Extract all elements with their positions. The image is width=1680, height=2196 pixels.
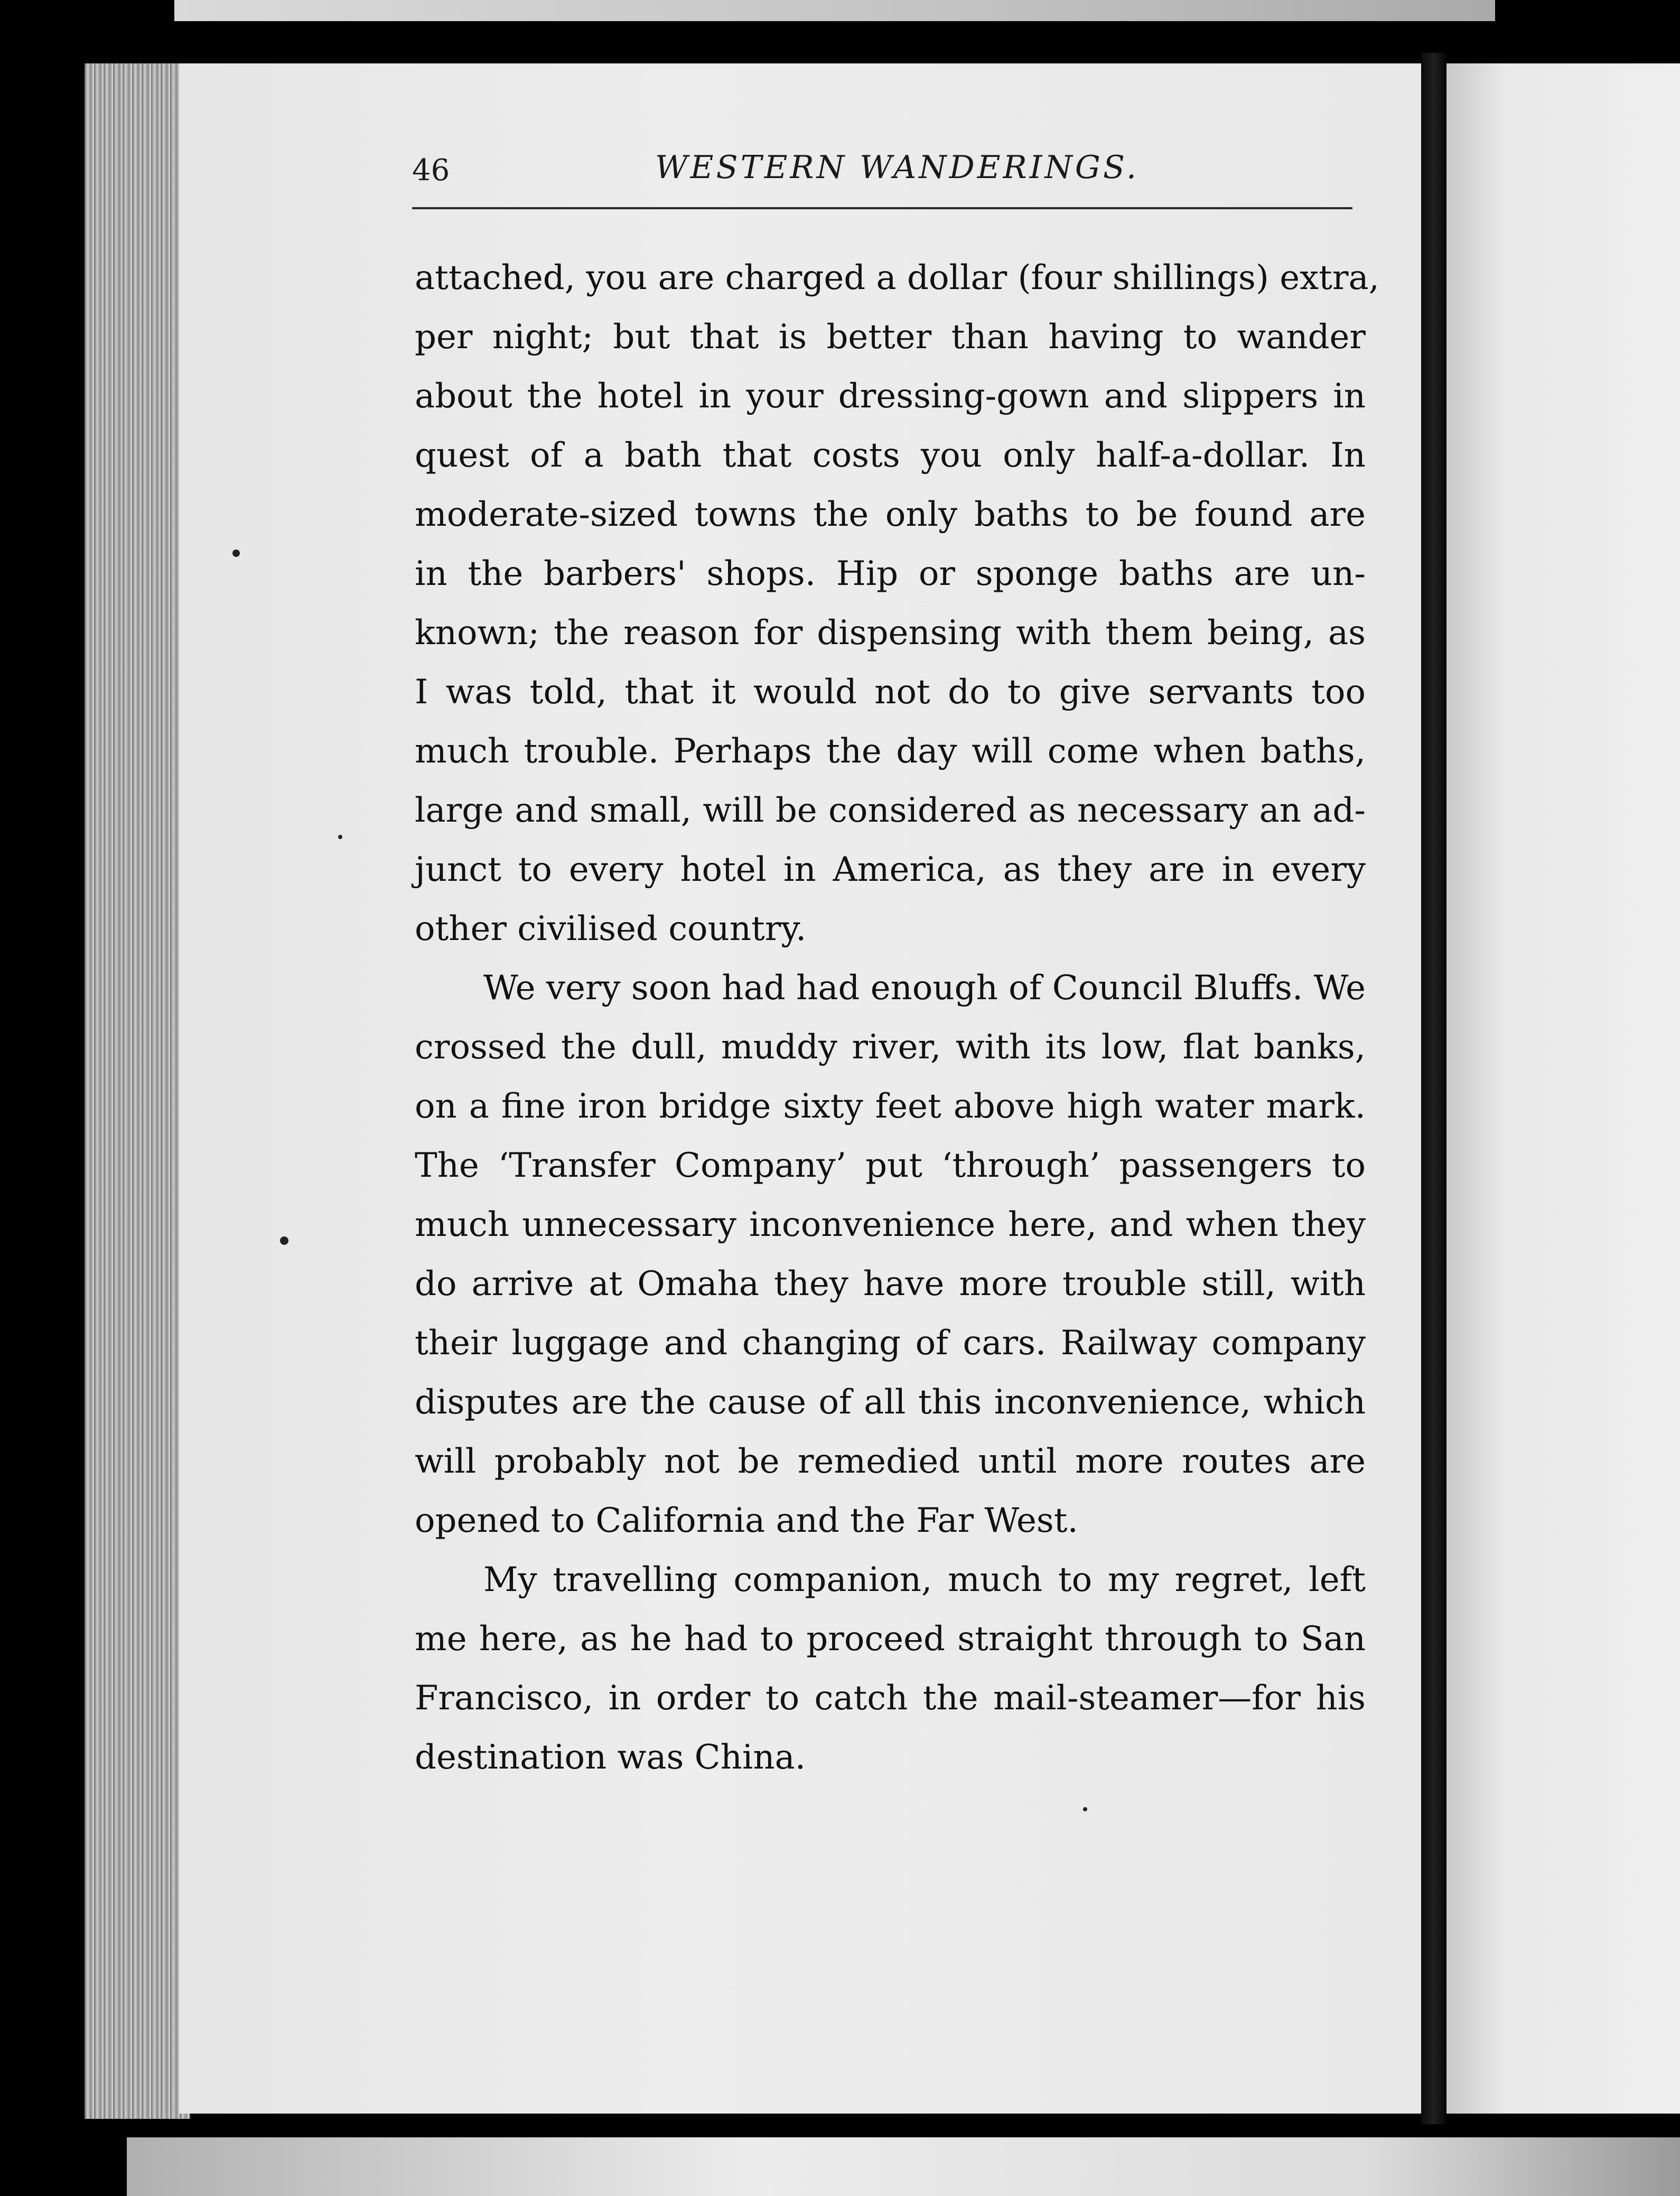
text-line: moderate-sized towns the only baths to be found are (415, 495, 1366, 534)
text-line: much unnecessary inconvenience here, and when they (415, 1205, 1366, 1244)
paragraph (415, 959, 1366, 1550)
book-page-edges (85, 63, 190, 2119)
text-line: quest of a bath that costs you only half-a-dollar. In (415, 436, 1366, 475)
text-line: disputes are the cause of all this inconvenience, which (415, 1383, 1366, 1422)
text-line: junct to every hotel in America, as they are in every (415, 850, 1366, 889)
text-line: about the hotel in your dressing-gown and slippers in (415, 377, 1366, 416)
text-line: other civilised country. (415, 909, 807, 948)
text-line: will probably not be remedied until more routes are (415, 1442, 1366, 1481)
text-line: Francisco, in order to catch the mail-steamer—for his (415, 1679, 1366, 1718)
text-line: known; the reason for dispensing with them being, as (415, 613, 1366, 653)
header-rule (412, 207, 1352, 209)
text-line: The ‘Transfer Company’ put ‘through’ passengers to (415, 1146, 1366, 1185)
text-line: attached, you are charged a dollar (four shillings) extra, (415, 258, 1379, 297)
page-number: 46 (412, 153, 450, 188)
scan-top-edge (174, 0, 1495, 21)
text-line: their luggage and changing of cars. Railway company (415, 1324, 1366, 1363)
text-line: large and small, will be considered as necessary an ad- (415, 791, 1366, 830)
running-title: WESTERN WANDERINGS. (655, 149, 1139, 186)
text-line: me here, as he had to proceed straight through to San (415, 1620, 1366, 1659)
page-header (412, 137, 1395, 201)
text-line: We very soon had had enough of Council Bluffs. We (483, 969, 1366, 1008)
scan-bottom-edge (127, 2137, 1680, 2196)
text-line: on a fine iron bridge sixty feet above high water mark. (415, 1087, 1366, 1126)
text-line: do arrive at Omaha they have more trouble still, with (415, 1264, 1366, 1304)
text-line: My travelling companion, much to my regret, left (483, 1560, 1366, 1599)
text-line: in the barbers' shops. Hip or sponge baths are un- (415, 554, 1366, 593)
text-line: destination was China. (415, 1738, 806, 1777)
paragraph (415, 1550, 1366, 1787)
scan-speck (232, 550, 240, 557)
text-line: crossed the dull, muddy river, with its low, flat banks, (415, 1028, 1366, 1067)
text-line: much trouble. Perhaps the day will come when baths, (415, 732, 1366, 771)
text-line: opened to California and the Far West. (415, 1501, 1078, 1540)
book-spine (1421, 53, 1446, 2124)
body-text (415, 248, 1379, 1787)
scan-speck (338, 835, 342, 839)
scan-speck (280, 1236, 288, 1245)
text-line: I was told, that it would not do to give servants too (415, 673, 1366, 712)
scan-speck (1083, 1807, 1087, 1811)
text-line: per night; but that is better than having to wander (415, 318, 1366, 357)
facing-page (1446, 63, 1680, 2114)
paragraph (415, 248, 1379, 959)
